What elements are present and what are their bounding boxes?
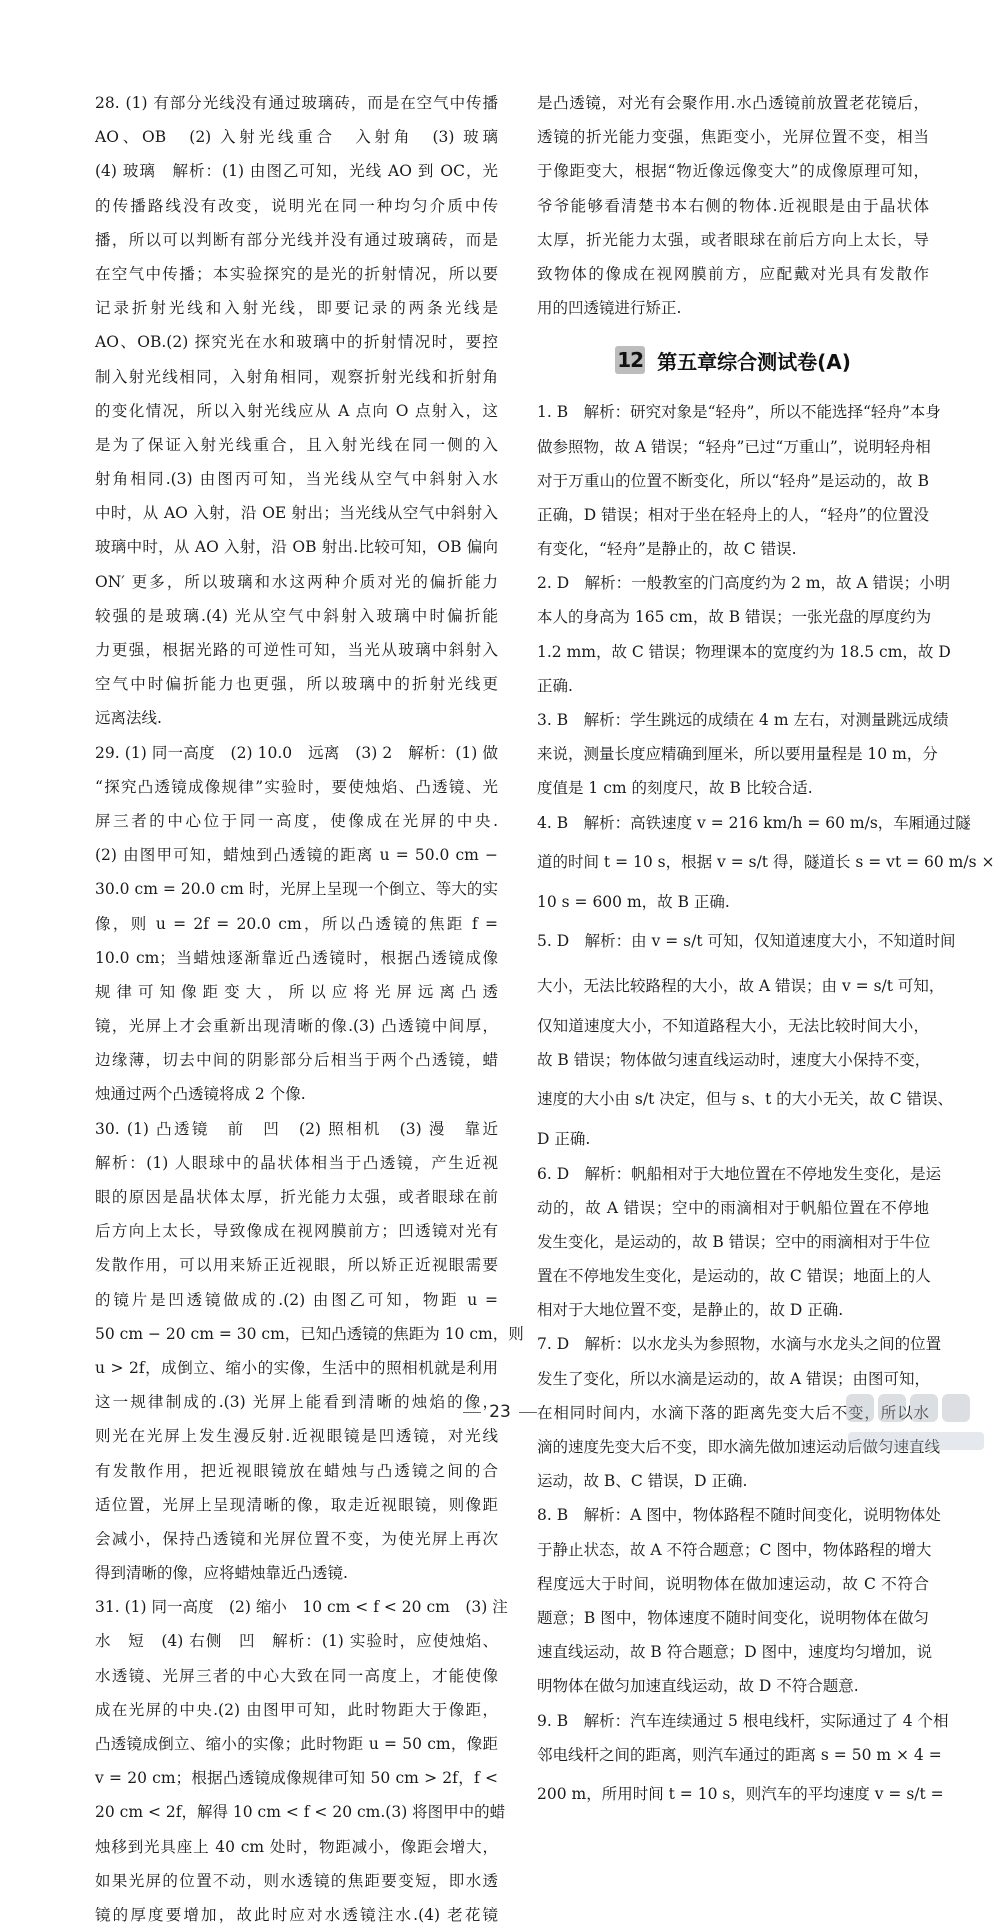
text-line: 动的，故 A 错误；空中的雨滴相对于帆船位置在不停地 xyxy=(537,1198,929,1217)
text-line: 的镜片是凹透镜做成的.(2) 由图乙可知，物距 u = xyxy=(95,1290,498,1309)
text-line: 28. (1) 有部分光线没有通过玻璃砖，而是在空气中传播 xyxy=(95,94,498,112)
text-line: 运动，故 B、C 错误，D 正确. xyxy=(537,1472,748,1491)
text-line: 9. B 解析：汽车连续通过 5 根电线杆，实际通过了 4 个相 xyxy=(537,1711,949,1730)
text-line: 于静止状态，故 A 不符合题意；C 图中，物体路程的增大 xyxy=(537,1540,932,1559)
text-line: 速直线运动，故 B 符合题意；D 图中，速度均匀增加，说 xyxy=(537,1643,933,1662)
text-line: 力更强，根据光路的可逆性可知，当光从玻璃中斜射入 xyxy=(95,641,498,659)
text-line: 制入射光线相同，入射角相同，观察折射光线和折射角 xyxy=(95,367,498,386)
text-line: 本人的身高为 165 cm，故 B 错误；一张光盘的厚度约为 xyxy=(537,608,932,627)
text-line: 记录折射光线和入射光线，即要记录的两条光线是 xyxy=(95,299,498,318)
text-line: (2) 由图甲可知，蜡烛到凸透镜的距离 u = 50.0 cm − xyxy=(95,846,498,865)
text-line: 在相同时间内，水滴下落的距离先变大后不变，所以水 xyxy=(537,1403,929,1422)
text-line: 50 cm − 20 cm = 30 cm，已知凸透镜的焦距为 10 cm，则 xyxy=(95,1324,524,1343)
page-number-value: 23 xyxy=(489,1402,511,1422)
text-line: AO、OB (2) 入射光线重合 入射角 (3) 玻璃 xyxy=(95,128,498,147)
text-line: 30. (1) 凸透镜 前 凹 (2) 照相机 (3) 漫 靠近 xyxy=(95,1119,498,1138)
text-line: v = 20 cm；根据凸透镜成像规律可知 50 cm > 2f，f < xyxy=(95,1769,498,1788)
text-line: 速度的大小由 s/t 决定，但与 s、t 的大小无关，故 C 错误、 xyxy=(537,1090,954,1109)
text-line: 镜，光屏上才会重新出现清晰的像.(3) 凸透镜中间厚， xyxy=(95,1017,498,1036)
text-line: 射角相同.(3) 由图丙可知，当光线从空气中斜射入水 xyxy=(95,470,498,489)
text-line: 后方向上太长，导致像成在视网膜前方；凹透镜对光有 xyxy=(95,1222,498,1241)
text-line: 1. B 解析：研究对象是“轻舟”，所以不能选择“轻舟”本身 xyxy=(537,403,941,422)
page-number-dash xyxy=(463,1412,481,1413)
text-line: 20 cm < 2f，解得 10 cm < f < 20 cm.(3) 将图甲中的蜡 xyxy=(95,1803,506,1822)
text-line: 大小，无法比较路程的大小，故 A 错误；由 v = s/t 可知， xyxy=(537,976,945,995)
right-column xyxy=(537,86,995,1817)
text-line: 相对于大地位置不变，是静止的，故 D 正确. xyxy=(537,1301,844,1320)
text-line: 爷爷能够看清楚书本右侧的物体.近视眼是由于晶状体 xyxy=(537,196,929,215)
text-line: 200 m，所用时间 t = 10 s，则汽车的平均速度 v = s/t = xyxy=(537,1784,944,1803)
text-line: 的变化情况，所以入射光线应从 A 点向 O 点射入，这 xyxy=(95,401,498,420)
text-line: 道的时间 t = 10 s，根据 v = s/t 得，隧道长 s = vt = 60 m/s × xyxy=(537,852,995,871)
text-line: “探究凸透镜成像规律”实验时，要使烛焰、凸透镜、光 xyxy=(95,777,498,796)
text-line: (4) 玻璃 解析：(1) 由图乙可知，光线 AO 到 OC，光 xyxy=(95,162,498,181)
text-line: 10.0 cm；当蜡烛逐渐靠近凸透镜时，根据凸透镜成像 xyxy=(95,948,498,967)
text-line: 这一规律制成的.(3) 光屏上能看到清晰的烛焰的像， xyxy=(95,1393,498,1412)
text-line: 正确，D 错误；相对于坐在轻舟上的人，“轻舟”的位置没 xyxy=(537,505,929,524)
text-line: 明物体在做匀加速直线运动，故 D 不符合题意. xyxy=(537,1677,859,1696)
text-line: 故 B 错误；物体做匀速直线运动时，速度大小保持不变， xyxy=(537,1051,931,1070)
text-line: 29. (1) 同一高度 (2) 10.0 远离 (3) 2 解析：(1) 做 xyxy=(95,743,498,762)
text-line: 发生了变化，所以水滴是运动的，故 A 错误；由图可知， xyxy=(537,1369,931,1388)
text-line: 程度远大于时间，说明物体在做加速运动，故 C 不符合 xyxy=(537,1574,929,1593)
text-line: 7. D 解析：以水龙头为参照物，水滴与水龙头之间的位置 xyxy=(537,1335,942,1354)
text-line: 烛移到光具座上 40 cm 处时，物距减小，像距会增大， xyxy=(95,1837,498,1856)
text-line: 空气中时偏折能力也更强，所以玻璃中的折射光线更 xyxy=(95,675,498,694)
text-line: 较强的是玻璃.(4) 光从空气中斜射入玻璃中时偏折能 xyxy=(95,606,498,625)
text-line: 发生变化，是运动的，故 B 错误；空中的雨滴相对于牛位 xyxy=(537,1232,931,1251)
text-line: 2. D 解析：一般教室的门高度约为 2 m，故 A 错误；小明 xyxy=(537,574,951,593)
text-line: 成在光屏的中央.(2) 由图甲可知，此时物距大于像距， xyxy=(95,1700,498,1719)
text-line: 5. D 解析：由 v = s/t 可知，仅知道速度大小，不知道时间 xyxy=(537,931,956,950)
text-line: 如果光屏的位置不动，则水透镜的焦距要变短，即水透 xyxy=(95,1871,498,1890)
text-line: 滴的速度先变大后不变，即水滴先做加速运动后做匀速直线 xyxy=(537,1438,941,1456)
text-line: 6. D 解析：帆船相对于大地位置在不停地发生变化，是运 xyxy=(537,1164,942,1183)
text-line: 适位置，光屏上呈现清晰的像，取走近视眼镜，则像距 xyxy=(95,1495,498,1514)
text-line: 有变化，“轻舟”是静止的，故 C 错误. xyxy=(537,540,797,559)
text-line: 10 s = 600 m，故 B 正确. xyxy=(537,892,730,911)
text-line: 远离法线. xyxy=(95,709,162,728)
text-line: 是为了保证入射光线重合，且入射光线在同一侧的入 xyxy=(95,435,498,454)
text-line: 在空气中传播；本实验探究的是光的折射情况，所以要 xyxy=(95,264,498,283)
text-line: 玻璃中时，从 AO 入射，沿 OB 射出.比较可知，OB 偏向 xyxy=(95,538,498,557)
text-line: 31. (1) 同一高度 (2) 缩小 10 cm < f < 20 cm (3) 注 xyxy=(95,1598,508,1617)
text-line: 得到清晰的像，应将蜡烛靠近凸透镜. xyxy=(95,1564,348,1583)
text-line: 则光在光屏上发生漫反射.近视眼镜是凹透镜，对光线 xyxy=(95,1427,498,1446)
text-line: 烛通过两个凸透镜将成 2 个像. xyxy=(95,1085,306,1104)
text-line: 于像距变大，根据“物近像远像变大”的成像原理可知， xyxy=(537,162,929,181)
text-line: ON′ 更多，所以玻璃和水这两种介质对光的偏折能力 xyxy=(95,572,498,591)
text-line: 是凸透镜，对光有会聚作用.水凸透镜前放置老花镜后， xyxy=(537,94,929,112)
text-line: 用的凹透镜进行矫正. xyxy=(537,299,682,318)
text-line: AO、OB.(2) 探究光在水和玻璃中的折射情况时，要控 xyxy=(95,333,498,352)
text-line: 水透镜、光屏三者的中心大致在同一高度上，才能使像 xyxy=(95,1666,498,1685)
text-line: 对于万重山的位置不断变化，所以“轻舟”是运动的，故 B xyxy=(537,471,929,490)
text-line: 做参照物，故 A 错误；“轻舟”已过“万重山”，说明轻舟相 xyxy=(537,437,931,456)
text-line: 发散作用，可以用来矫正近视眼，所以矫正近视眼需要 xyxy=(95,1256,498,1275)
text-line: 有发散作用，把近视眼镜放在蜡烛与凸透镜之间的合 xyxy=(95,1461,498,1480)
section-heading xyxy=(537,325,929,395)
text-line: 解析：(1) 人眼球中的晶状体相当于凸透镜，产生近视 xyxy=(95,1153,498,1172)
text-line: 仅知道速度大小，不知道路程大小，无法比较时间大小， xyxy=(537,1016,929,1035)
text-line: 1.2 mm，故 C 错误；物理课本的宽度约为 18.5 cm，故 D xyxy=(537,642,951,661)
text-line: 屏三者的中心位于同一高度，使像成在光屏的中央. xyxy=(95,811,498,830)
text-line: 3. B 解析：学生跳远的成绩在 4 m 左右，对测量跳远成绩 xyxy=(537,711,949,729)
text-line: 置在不停地发生变化，是运动的，故 C 错误；地面上的人 xyxy=(537,1267,931,1286)
text-line: 眼的原因是晶状体太厚，折光能力太强，或者眼球在前 xyxy=(95,1188,498,1206)
text-line: 播，所以可以判断有部分光线并没有通过玻璃砖，而是 xyxy=(95,230,498,249)
page-number-dash xyxy=(519,1412,537,1413)
text-line: 会减小，保持凸透镜和光屏位置不变，为使光屏上再次 xyxy=(95,1529,498,1548)
text-line: 镜的厚度要增加，故此时应对水透镜注水.(4) 老花镜 xyxy=(95,1905,498,1924)
text-line: 30.0 cm = 20.0 cm 时，光屏上呈现一个倒立、等大的实 xyxy=(95,880,498,899)
text-line: 致物体的像成在视网膜前方，应配戴对光具有发散作 xyxy=(537,264,929,283)
text-line: 的传播路线没有改变，说明光在同一种均匀介质中传 xyxy=(95,196,498,215)
text-line: 像，则 u = 2f = 20.0 cm，所以凸透镜的焦距 f = xyxy=(95,914,498,933)
text-line: 透镜的折光能力变强，焦距变小，光屏位置不变，相当 xyxy=(537,128,929,147)
section-number-badge: 12 xyxy=(615,346,645,374)
section-title: 第五章综合测试卷(A) xyxy=(657,349,851,374)
text-line: u > 2f，成倒立、缩小的实像，生活中的照相机就是利用 xyxy=(95,1358,498,1377)
text-line: 正确. xyxy=(537,676,573,695)
text-line: D 正确. xyxy=(537,1130,591,1149)
text-line: 规律可知像距变大，所以应将光屏远离凸透 xyxy=(95,982,498,1001)
text-line: 度值是 1 cm 的刻度尺，故 B 比较合适. xyxy=(537,779,813,798)
text-line: 边缘薄，切去中间的阴影部分后相当于两个凸透镜，蜡 xyxy=(95,1051,498,1070)
text-line: 来说，测量长度应精确到厘米，所以要用量程是 10 m，分 xyxy=(537,745,938,764)
text-line: 太厚，折光能力太强，或者眼球在前后方向上太长，导 xyxy=(537,230,929,249)
text-line: 凸透镜成倒立、缩小的实像；此时物距 u = 50 cm，像距 xyxy=(95,1735,498,1753)
text-line: 水 短 (4) 右侧 凹 解析：(1) 实验时，应使烛焰、 xyxy=(95,1632,498,1651)
text-line: 8. B 解析：A 图中，物体路程不随时间变化，说明物体处 xyxy=(537,1506,941,1525)
text-line: 中时，从 AO 入射，沿 OE 射出；当光线从空气中斜射入 xyxy=(95,504,498,523)
text-line: 4. B 解析：高铁速度 v = 216 km/h = 60 m/s，车厢通过隧 xyxy=(537,813,971,832)
watermark-logo xyxy=(842,1388,992,1458)
text-line: 题意；B 图中，物体速度不随时间变化，说明物体在做匀 xyxy=(537,1608,929,1627)
text-line: 邻电线杆之间的距离，则汽车通过的距离 s = 50 m × 4 = xyxy=(537,1745,942,1764)
